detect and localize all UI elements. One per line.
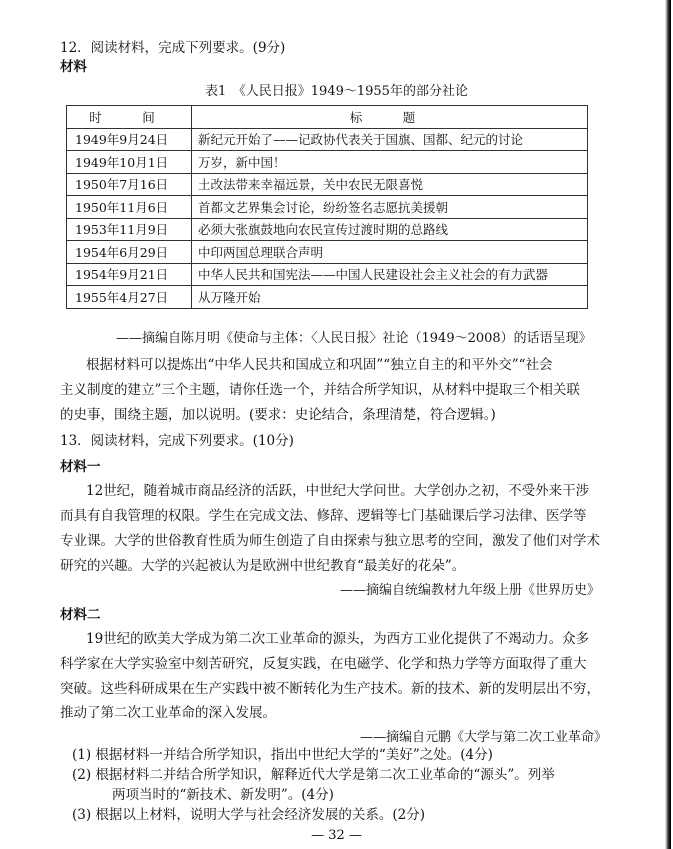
row-title: 新纪元开始了——记政协代表关于国旗、国都、纪元的讨论 <box>192 128 588 151</box>
row-date: 1953年11月9日 <box>67 218 192 241</box>
table-row <box>67 218 588 241</box>
page-edge-shadow <box>665 0 671 849</box>
q13-m2-line: 19世纪的欧美大学成为第二次工业革命的源头，为西方工业化提供了不竭动力。众多 <box>86 631 590 647</box>
q13-material1-label: 材料一 <box>60 459 101 475</box>
q13-header: 13．阅读材料，完成下列要求。(10分) <box>60 433 294 449</box>
row-date: 1954年6月29日 <box>67 241 192 264</box>
q13-question-2: (2) 根据材料二并结合所学知识，解释近代大学是第二次工业革命的“源头”。列举 <box>72 767 555 783</box>
q13-m1-line: 12世纪，随着城市商品经济的活跃，中世纪大学问世。大学创办之初，不受外来干涉 <box>86 483 590 499</box>
table-header-row <box>67 106 588 129</box>
table-row <box>67 196 588 219</box>
q13-material2-label: 材料二 <box>60 607 101 623</box>
row-title: 首都文艺界集会讨论，纷纷签名志愿抗美援朝 <box>192 196 588 219</box>
q12-task-line: 主义制度的建立”三个主题，请你任选一个，并结合所学知识，从材料中提取三个相关联 <box>60 382 580 398</box>
table-row <box>67 241 588 264</box>
row-title: 必须大张旗鼓地向农民宣传过渡时期的总路线 <box>192 218 588 241</box>
row-title: 中印两国总理联合声明 <box>192 241 588 264</box>
row-date: 1950年11月6日 <box>67 196 192 219</box>
q12-task-line: 根据材料可以提炼出“中华人民共和国成立和巩固”“独立自主的和平外交”“社会 <box>86 357 553 373</box>
page-number: — 32 — <box>311 828 362 843</box>
col-header-time: 时 间 <box>67 106 192 129</box>
q13-m1-source: ——摘编自统编教材九年级上册《世界历史》 <box>340 583 601 598</box>
table-row <box>67 173 588 196</box>
table-row <box>67 263 588 286</box>
q13-m2-line: 突破。这些科研成果在生产实践中被不断转化为生产技术。新的技术、新的发明层出不穷， <box>60 681 600 697</box>
editorial-table <box>66 105 588 309</box>
q12-header: 12．阅读材料，完成下列要求。(9分) <box>60 40 286 56</box>
row-date: 1954年9月21日 <box>67 263 192 286</box>
row-date: 1949年10月1日 <box>67 151 192 174</box>
col-header-title: 标 题 <box>192 106 588 129</box>
q13-question-2-cont: 两项当时的“新技术、新发明”。(4分) <box>112 787 334 803</box>
table-row <box>67 151 588 174</box>
q13-question-1: (1) 根据材料一并结合所学知识，指出中世纪大学的“美好”之处。(4分) <box>72 747 493 763</box>
q13-question-3: (3) 根据以上材料，说明大学与社会经济发展的关系。(2分) <box>72 807 426 823</box>
row-title: 中华人民共和国宪法——中国人民建设社会主义社会的有力武器 <box>192 263 588 286</box>
row-date: 1950年7月16日 <box>67 173 192 196</box>
q13-m1-line: 而具有自我管理的权限。学生在完成文法、修辞、逻辑等七门基础课后学习法律、医学等 <box>60 508 587 524</box>
q13-m1-line: 研究的兴趣。大学的兴起被认为是欧洲中世纪教育“最美好的花朵”。 <box>60 558 466 574</box>
q13-m2-line: 推动了第二次工业革命的深入发展。 <box>60 705 276 721</box>
table-row <box>67 286 588 309</box>
row-title: 从万隆开始 <box>192 286 588 309</box>
table-row <box>67 128 588 151</box>
row-title: 万岁，新中国！ <box>192 151 588 174</box>
q12-material-label: 材料 <box>60 59 87 75</box>
row-date: 1955年4月27日 <box>67 286 192 309</box>
q12-task-line: 的史事，围绕主题，加以说明。(要求：史论结合，条理清楚，符合逻辑。) <box>60 407 496 423</box>
row-date: 1949年9月24日 <box>67 128 192 151</box>
q13-m1-line: 专业课。大学的世俗教育性质为师生创造了自由探索与独立思考的空间，激发了他们对学术 <box>60 533 600 549</box>
q13-m2-line: 科学家在大学实验室中刻苦研究，反复实践，在电磁学、化学和热力学等方面取得了重大 <box>60 656 587 672</box>
table-caption: 表1 《人民日报》1949～1955年的部分社论 <box>205 84 468 99</box>
q13-m2-source: ——摘编自元鹏《大学与第二次工业革命》 <box>360 730 608 745</box>
row-title: 土改法带来幸福远景，关中农民无限喜悦 <box>192 173 588 196</box>
q12-source: ——摘编自陈月明《使命与主体：〈人民日报〉社论（1949～2008）的话语呈现》 <box>116 331 592 346</box>
